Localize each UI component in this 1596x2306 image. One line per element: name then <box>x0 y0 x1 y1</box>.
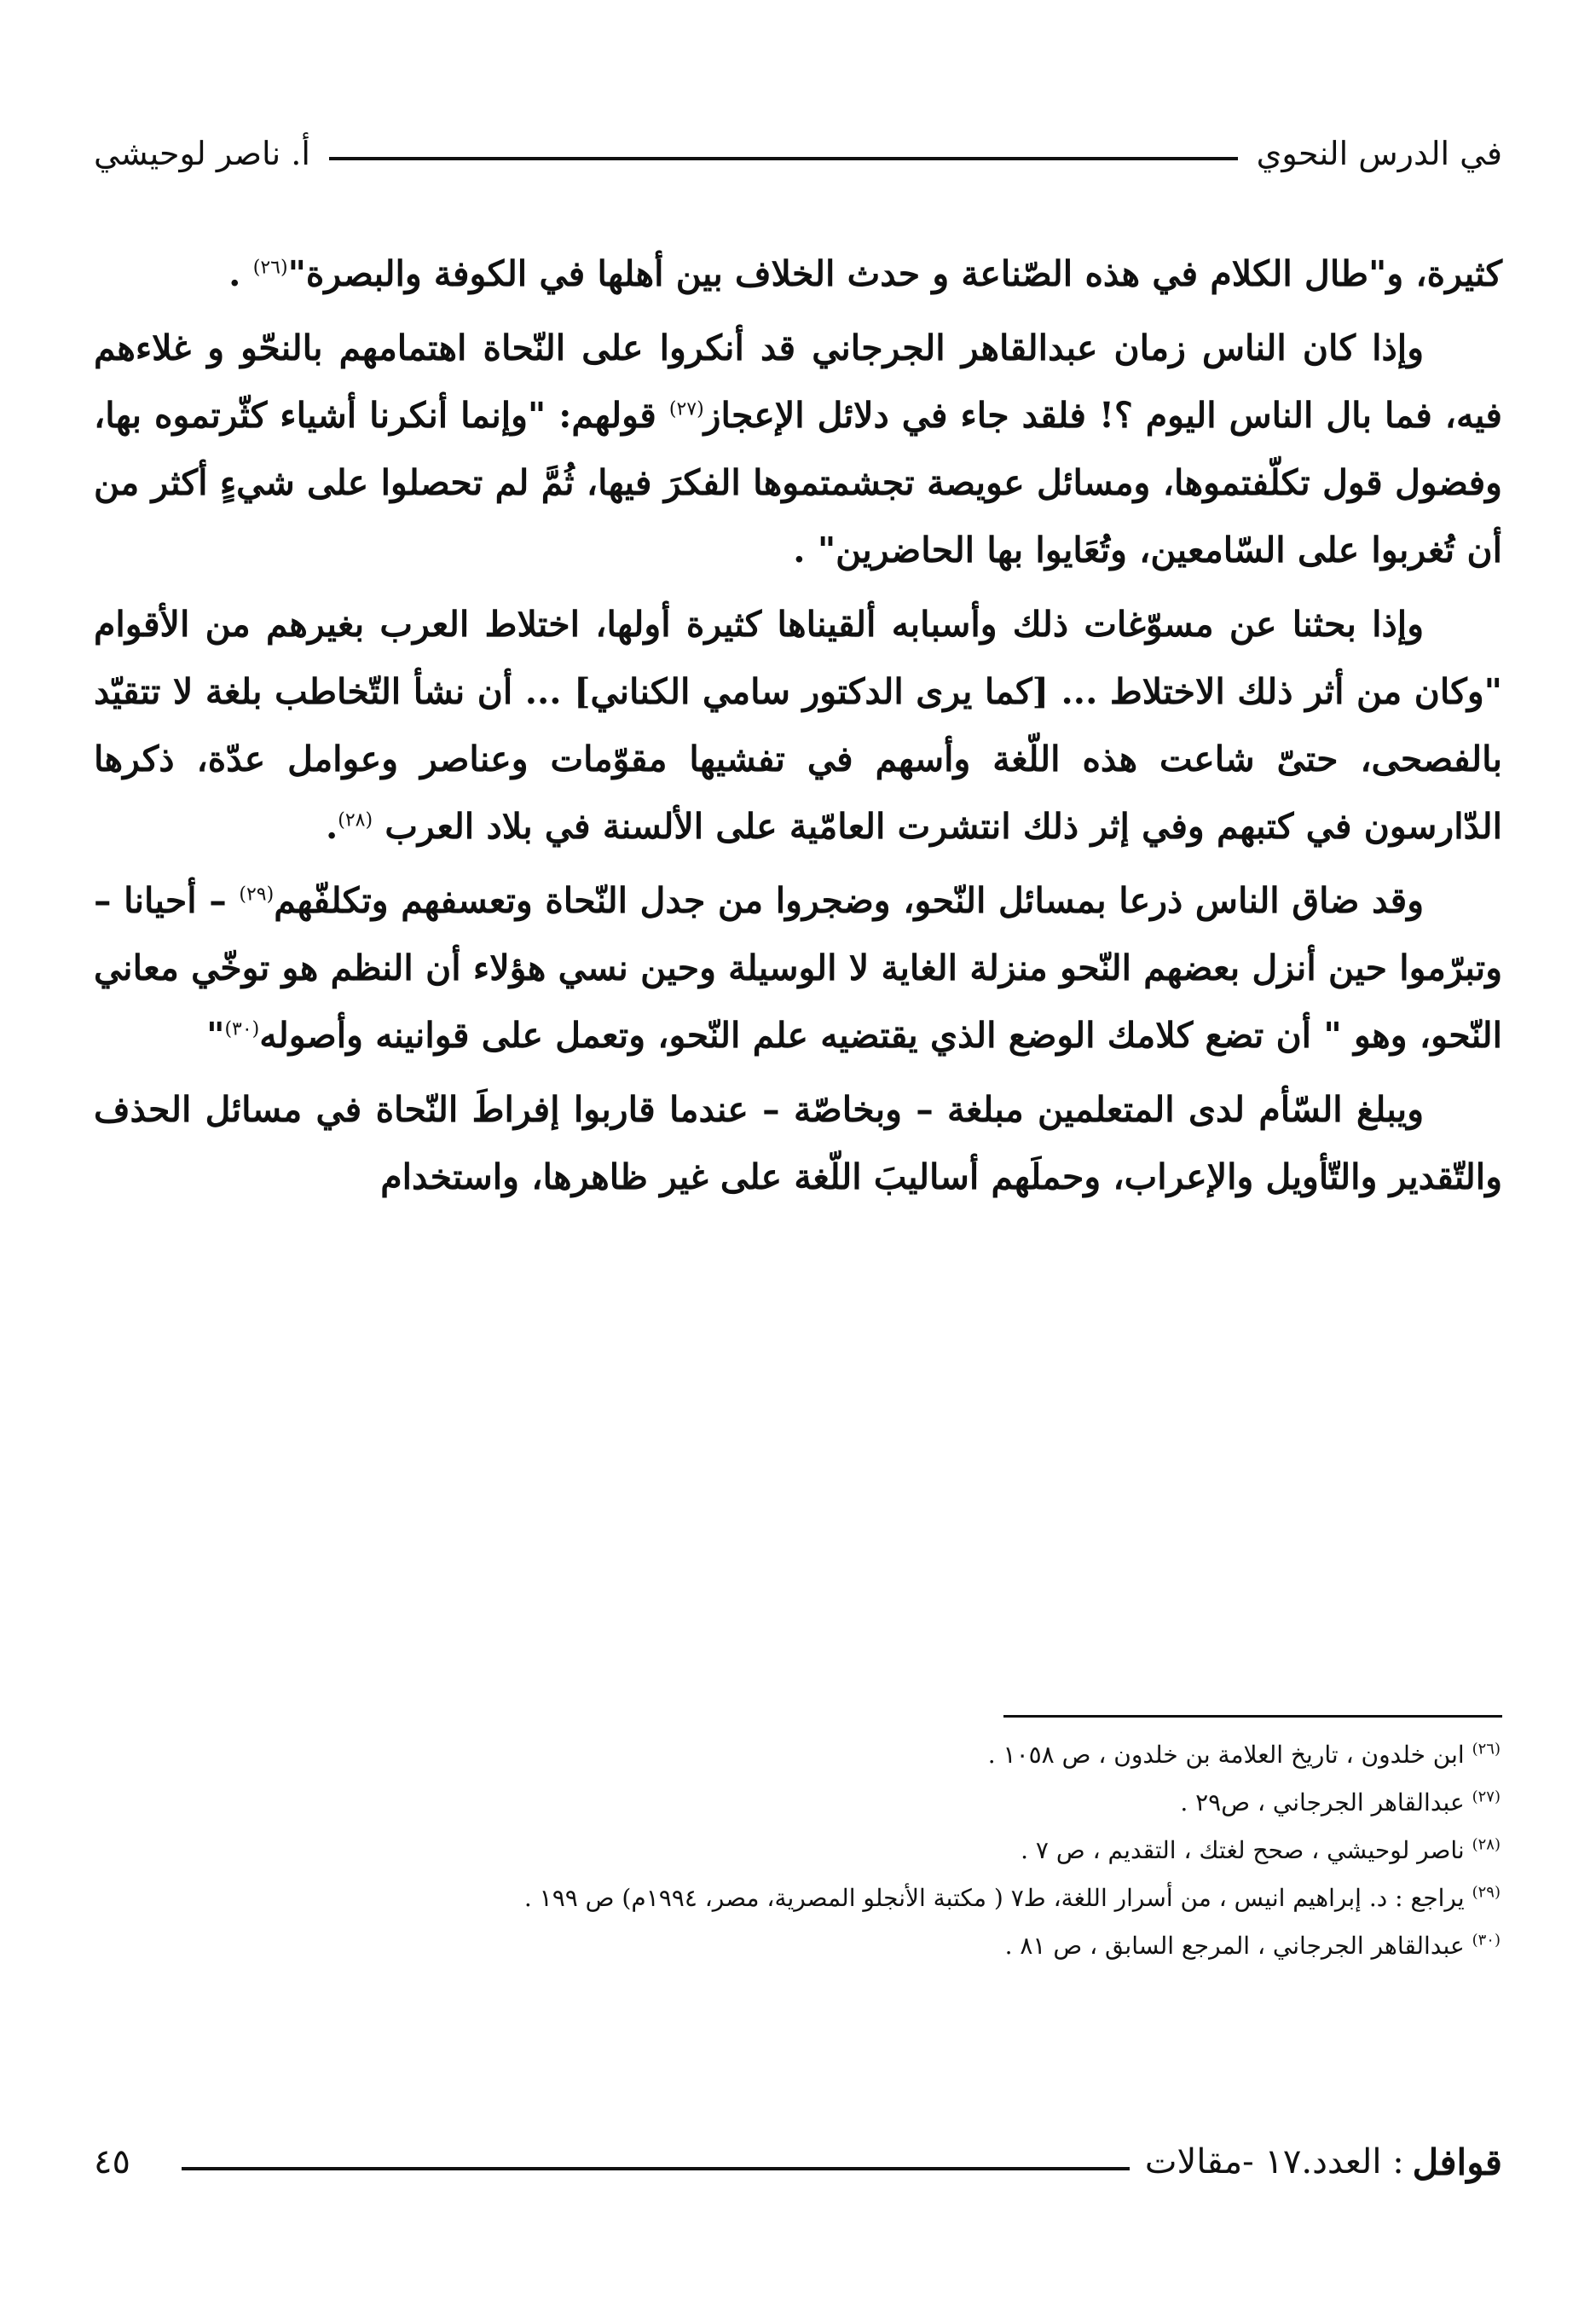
footnote-text: ابن خلدون ، تاريخ العلامة بن خلدون ، ص ١٠٥٨ . <box>987 1741 1465 1769</box>
paragraph-text: وقد ضاق الناس ذرعا بمسائل النّحو، وضجروا من جدل النّحاة وتعسفهم وتكلفّهم <box>274 880 1424 921</box>
footnote <box>136 1922 1501 1970</box>
paragraph <box>94 591 1502 860</box>
footnote-number: (٢٦) <box>1472 1740 1501 1758</box>
footnote-ref: (٢٧) <box>668 398 704 420</box>
paragraph <box>94 1076 1502 1211</box>
footnote-ref: (٢٨) <box>338 809 373 831</box>
paragraph-text: . <box>228 253 253 294</box>
footnote-separator <box>1003 1715 1502 1718</box>
paragraph-text: كثيرة، و"طال الكلام في هذه الصّناعة و حدث الخلاف بين أهلها في الكوفة والبصرة" <box>287 253 1502 294</box>
footnote-text: يراجع : د. إبراهيم انيس ، من أسرار اللغة، ط٧ ( مكتبة الأنجلو المصرية، مصر، ١٩٩٤م) ص ١٩٩ . <box>523 1884 1465 1912</box>
footnote-ref: (٣٠) <box>224 1018 260 1040</box>
section-title: في الدرس النحوي <box>1256 135 1502 172</box>
paragraph-text: – أحيانا – وتبرّموا حين أنزل بعضهم النّحو منزلة الغاية لا الوسيلة وحين نسي هؤلاء أن النظم هو توخّي معاني النّحو، وهو " أن تضع كلامك الوضع الذي يقتضيه علم النّحو، وتعمل على قوانينه وأصوله <box>94 880 1502 1056</box>
issue-label: : العدد.١٧ -مقالات <box>1144 2142 1404 2181</box>
header-rule <box>329 157 1238 160</box>
journal-name: قوافل <box>1412 2141 1502 2183</box>
paragraph-text: وإذا كان الناس زمان عبدالقاهر الجرجاني قد أنكروا على النّحاة اهتمامهم بالنحّو و غلاءهم فيه، فما بال الناس اليوم ؟! فلقد جاء في دلائل الإعجاز <box>94 327 1502 436</box>
paragraph-text: " <box>206 1015 225 1056</box>
body-text <box>94 240 1502 1218</box>
footnote-number: (٢٩) <box>1472 1883 1501 1902</box>
footnote-text: ناصر لوحيشي ، صحح لغتك ، التقديم ، ص ٧ . <box>1021 1836 1465 1864</box>
footnote <box>136 1827 1501 1874</box>
footnote-ref: (٢٦) <box>252 257 288 279</box>
footnote <box>136 1874 1501 1922</box>
page-footer <box>94 2136 1502 2187</box>
footnote-text: عبدالقاهر الجرجاني ، ص٢٩ . <box>1180 1788 1465 1816</box>
footnote-number: (٣٠) <box>1472 1931 1501 1950</box>
footnotes <box>136 1731 1501 1970</box>
author-name: أ. ناصر لوحيشي <box>94 135 310 172</box>
paragraph-text: . <box>325 806 338 847</box>
paragraph <box>94 240 1502 308</box>
paragraph-text: ويبلغ السّأم لدى المتعلمين مبلغة – وبخاصّة – عندما قاربوا إفراطَ النّحاة في مسائل الحذف والتّقدير والتّأويل والإعراب، وحملَهم أساليبَ اللّغة على غير ظاهرها، واستخدام <box>94 1089 1502 1197</box>
footnote-ref: (٢٩) <box>239 884 275 906</box>
paragraph <box>94 867 1502 1069</box>
paragraph <box>94 315 1502 584</box>
paragraph-text: قولهم: "وإنما أنكرنا أشياء كثّرتموه بها، وفضول قول تكلّفتموها، ومسائل عويصة تجشمتموها الفكرَ فيها، ثُمَّ لم تحصلوا على شيءٍ أكثر من أن تُغربوا على السّامعين، وتُعَايوا بها الحاضرين" . <box>94 395 1502 571</box>
footnote-number: (٢٧) <box>1472 1787 1501 1806</box>
paragraph-text: وإذا بحثنا عن مسوّغات ذلك وأسبابه ألقيناها كثيرة أولها، اختلاط العرب بغيرهم من الأقوام "وكان من أثر ذلك الاختلاط ... [كما يرى الدكتور سامي الكناني] ... أن نشأ التّخاطب بلغة لا تتقيّد بالفصحى، حتىّ شاعت هذه اللّغة وأسهم في تفشيها مقوّمات وعناصر وعوامل عدّة، ذكرها الدّارسون في كتبهم وفي إثر ذلك انتشرت العامّية على الألسنة في بلاد العرب <box>94 604 1502 847</box>
footnote <box>136 1779 1501 1827</box>
footnote-text: عبدالقاهر الجرجاني ، المرجع السابق ، ص ٨١ . <box>1004 1932 1465 1960</box>
footer-rule <box>182 2167 1130 2170</box>
footnote-number: (٢٨) <box>1472 1835 1501 1854</box>
page-number: ٤٥ <box>94 2142 130 2181</box>
running-header <box>94 128 1502 179</box>
footnote <box>136 1731 1501 1779</box>
